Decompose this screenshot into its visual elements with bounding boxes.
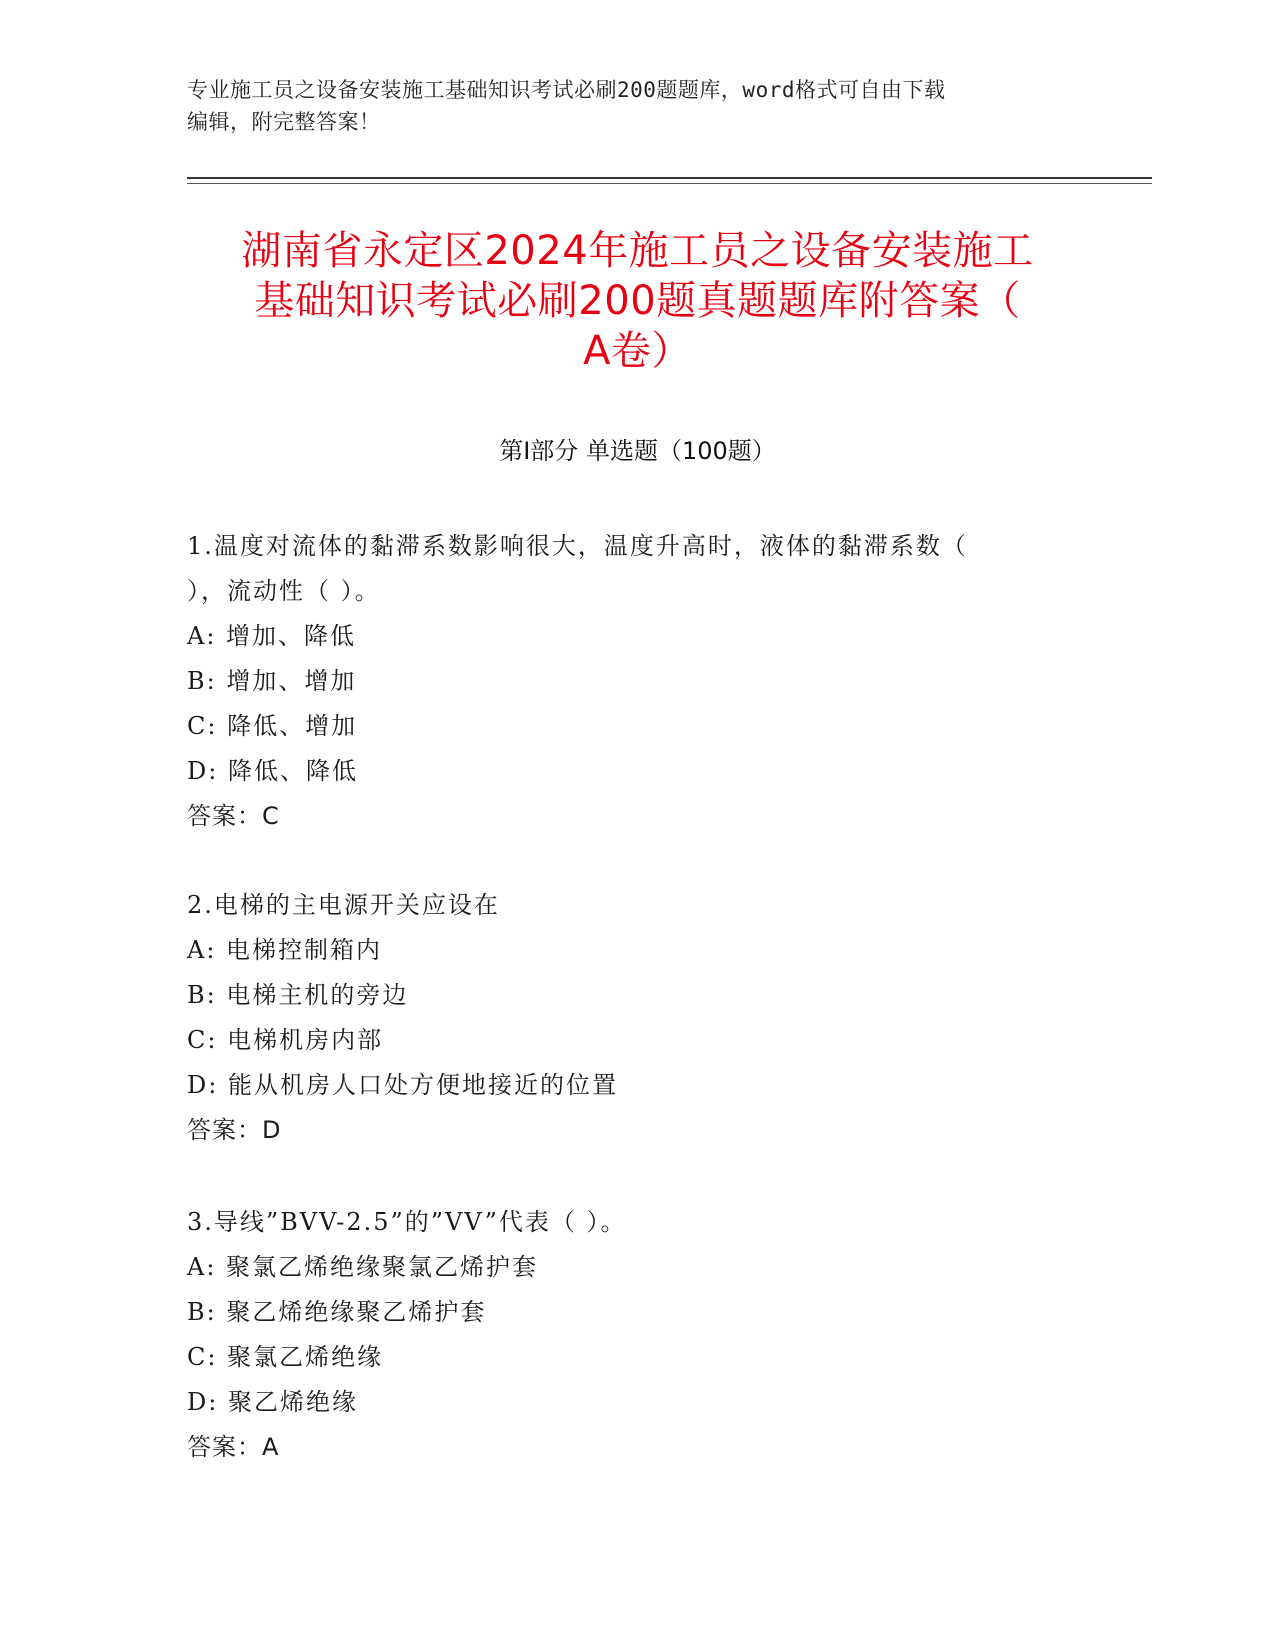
- question-stem-line-2: ），流动性（ ）。: [187, 577, 381, 605]
- document-title: [170, 226, 1105, 376]
- question-3: [187, 1200, 1067, 1470]
- section-title: 第Ⅰ部分 单选题（100题）: [499, 437, 776, 465]
- document-title-line-2: 基础知识考试必刷200题真题题库附答案（: [254, 278, 1021, 324]
- answer: 答案：C: [187, 802, 280, 830]
- option-b: B: 增加、增加: [187, 667, 357, 695]
- option-c: C: 电梯机房内部: [187, 1026, 384, 1054]
- option-d: D: 能从机房人口处方便地接近的位置: [187, 1071, 618, 1099]
- option-b: B: 聚乙烯绝缘聚乙烯护套: [187, 1298, 487, 1326]
- header-note: [187, 74, 1087, 138]
- document-title-line-3: A卷）: [583, 328, 692, 374]
- option-a: A: 电梯控制箱内: [187, 936, 383, 964]
- answer: 答案：D: [187, 1116, 282, 1144]
- option-a: A: 聚氯乙烯绝缘聚氯乙烯护套: [187, 1253, 539, 1281]
- option-d: D: 降低、降低: [187, 757, 358, 785]
- header-note-line-1: 专业施工员之设备安装施工基础知识考试必刷200题题库，word格式可自由下载: [187, 78, 946, 102]
- question-stem-line-1: 2.电梯的主电源开关应设在: [187, 891, 500, 919]
- header-divider-thin: [187, 183, 1152, 184]
- option-b: B: 电梯主机的旁边: [187, 981, 409, 1009]
- option-d: D: 聚乙烯绝缘: [187, 1388, 358, 1416]
- header-divider-thick: [187, 177, 1152, 179]
- question-1: [187, 524, 1067, 839]
- document-title-line-1: 湖南省永定区2024年施工员之设备安装施工: [241, 228, 1034, 274]
- option-a: A: 增加、降低: [187, 622, 357, 650]
- answer: 答案：A: [187, 1433, 280, 1461]
- option-c: C: 聚氯乙烯绝缘: [187, 1343, 384, 1371]
- header-note-line-2: 编辑，附完整答案！: [187, 110, 381, 134]
- option-c: C: 降低、增加: [187, 712, 358, 740]
- question-stem-line-1: 1.温度对流体的黏滞系数影响很大，温度升高时，液体的黏滞系数（: [187, 532, 968, 560]
- question-stem-line-1: 3.导线”BVV-2.5”的”VV”代表（ ）。: [187, 1208, 627, 1236]
- question-2: [187, 883, 1067, 1153]
